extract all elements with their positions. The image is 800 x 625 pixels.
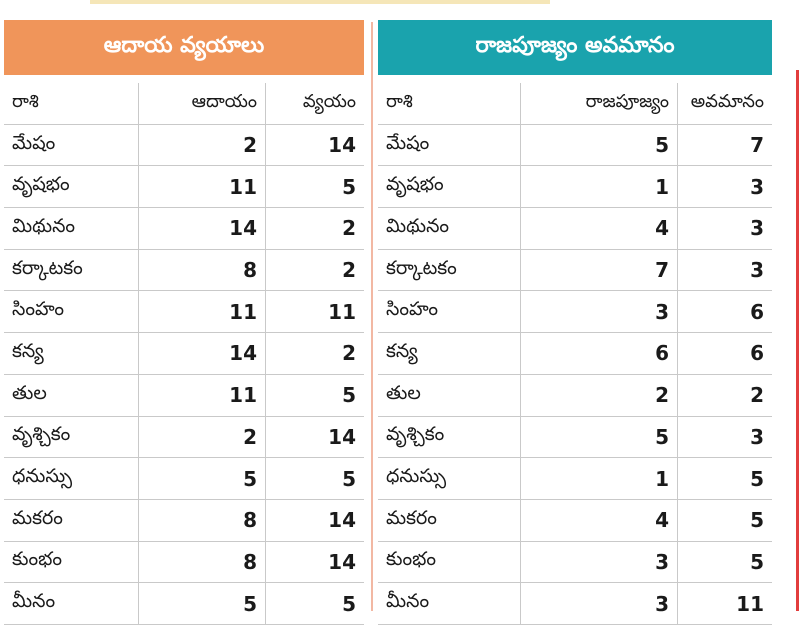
sign-cell: వృషభం [378,166,521,208]
column-header-income: ఆదాయం [139,83,266,124]
table-row [378,541,772,583]
income-cell: 5 [139,583,266,625]
sign-cell: మిథునం [378,208,521,250]
income-cell: 14 [139,208,266,250]
honor-cell: 5 [521,124,678,166]
honor-cell: 4 [521,208,678,250]
dishonor-cell: 5 [678,541,773,583]
table-row [378,374,772,416]
sign-cell: వృశ్చికం [4,416,139,458]
dishonor-cell: 5 [678,458,773,500]
sign-cell: కుంభం [378,541,521,583]
table-row [4,166,364,208]
sign-cell: మేషం [4,124,139,166]
table-header-row [4,83,364,124]
honor-cell: 7 [521,249,678,291]
panel-divider [371,22,373,611]
sign-cell: కుంభం [4,541,139,583]
table-row [378,499,772,541]
sign-cell: తుల [4,374,139,416]
table-row [4,124,364,166]
dishonor-cell: 2 [678,374,773,416]
table-row [378,166,772,208]
sign-cell: వృషభం [4,166,139,208]
expense-cell: 5 [266,458,365,500]
expense-cell: 5 [266,166,365,208]
table-row [4,541,364,583]
income-cell: 2 [139,124,266,166]
sign-cell: తుల [378,374,521,416]
income-cell: 11 [139,291,266,333]
expense-cell: 2 [266,249,365,291]
sign-cell: కర్కాటకం [378,249,521,291]
expense-cell: 14 [266,124,365,166]
table-row [4,208,364,250]
sign-cell: మీనం [378,583,521,625]
table-row [4,291,364,333]
honor-dishonor-panel [378,20,772,625]
honor-cell: 5 [521,416,678,458]
honor-cell: 2 [521,374,678,416]
dishonor-cell: 11 [678,583,773,625]
sign-cell: ధనుస్సు [4,458,139,500]
edge-accent-line [796,70,799,611]
top-accent-strip [90,0,550,4]
honor-dishonor-table [378,83,772,625]
income-expense-title: ఆదాయ వ్యయాలు [4,20,364,75]
sign-cell: ధనుస్సు [378,458,521,500]
income-expense-panel [4,20,364,625]
dishonor-cell: 5 [678,499,773,541]
sign-cell: మకరం [378,499,521,541]
dishonor-cell: 3 [678,416,773,458]
dishonor-cell: 3 [678,166,773,208]
expense-cell: 5 [266,583,365,625]
sign-cell: మీనం [4,583,139,625]
table-row [4,458,364,500]
honor-cell: 3 [521,583,678,625]
expense-cell: 14 [266,416,365,458]
table-row [378,208,772,250]
column-header-expense: వ్యయం [266,83,365,124]
column-header-sign: రాశి [4,83,139,124]
table-row [4,374,364,416]
table-row [378,291,772,333]
table-row [4,583,364,625]
honor-cell: 1 [521,166,678,208]
dishonor-cell: 6 [678,333,773,375]
income-cell: 11 [139,166,266,208]
table-row [378,124,772,166]
income-cell: 2 [139,416,266,458]
dishonor-cell: 7 [678,124,773,166]
expense-cell: 5 [266,374,365,416]
honor-cell: 3 [521,541,678,583]
honor-cell: 6 [521,333,678,375]
income-cell: 8 [139,499,266,541]
honor-cell: 4 [521,499,678,541]
expense-cell: 14 [266,541,365,583]
income-cell: 11 [139,374,266,416]
column-header-honor: రాజపూజ్యం [521,83,678,124]
sign-cell: వృశ్చికం [378,416,521,458]
sign-cell: మకరం [4,499,139,541]
table-row [378,416,772,458]
column-header-dishonor: అవమానం [678,83,773,124]
table-row [4,416,364,458]
expense-cell: 14 [266,499,365,541]
table-row [378,583,772,625]
table-row [378,249,772,291]
sign-cell: మేషం [378,124,521,166]
table-row [378,458,772,500]
sign-cell: కర్కాటకం [4,249,139,291]
column-header-sign: రాశి [378,83,521,124]
dishonor-cell: 3 [678,208,773,250]
income-expense-table [4,83,364,625]
dishonor-cell: 6 [678,291,773,333]
sign-cell: సింహం [4,291,139,333]
sign-cell: కన్య [4,333,139,375]
sign-cell: కన్య [378,333,521,375]
income-cell: 8 [139,541,266,583]
table-row [4,499,364,541]
expense-cell: 2 [266,333,365,375]
sign-cell: మిథునం [4,208,139,250]
dishonor-cell: 3 [678,249,773,291]
table-row [4,333,364,375]
honor-dishonor-title: రాజపూజ్యం అవమానం [378,20,772,75]
expense-cell: 2 [266,208,365,250]
honor-cell: 1 [521,458,678,500]
income-cell: 5 [139,458,266,500]
table-row [378,333,772,375]
income-cell: 14 [139,333,266,375]
honor-cell: 3 [521,291,678,333]
table-row [4,249,364,291]
expense-cell: 11 [266,291,365,333]
income-cell: 8 [139,249,266,291]
sign-cell: సింహం [378,291,521,333]
table-header-row [378,83,772,124]
